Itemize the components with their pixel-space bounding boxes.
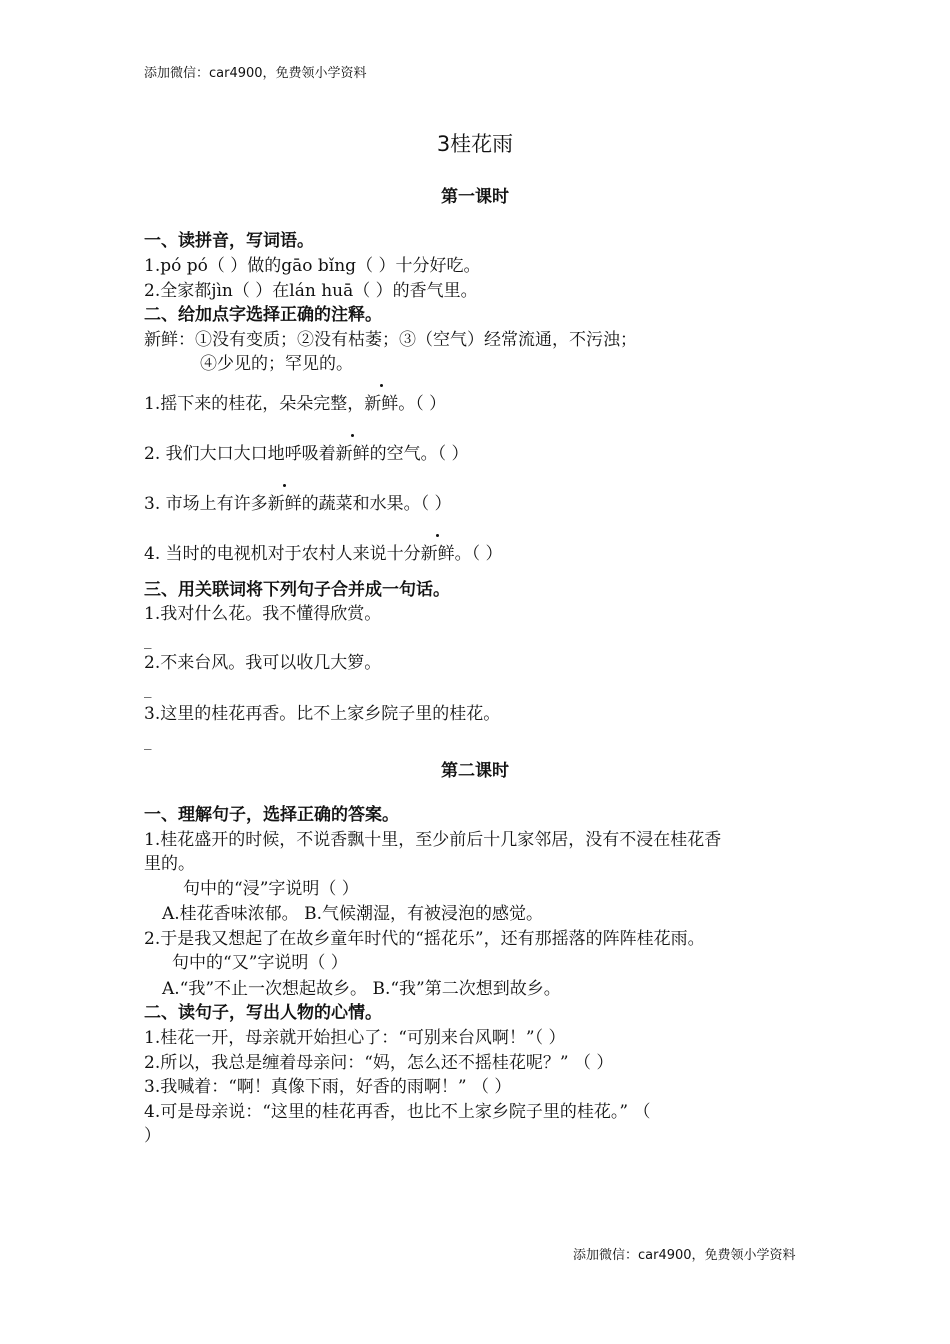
- lesson1-sec3-q2: 2.不来台风。我可以收几大箩。: [144, 653, 382, 673]
- q3-text-before: 3. 市场上有许多: [144, 494, 268, 514]
- lesson2-sec1-q1d: A.桂花香味浓郁。 B.气候潮湿，有被浸泡的感觉。: [162, 904, 543, 924]
- lesson1-sec2-q1: [144, 393, 446, 415]
- q1-text-before: 1.摇下来的桂花，朵朵完整，: [144, 394, 365, 414]
- lesson1-sec2-defs2: ④少见的；罕见的。: [200, 354, 353, 374]
- lesson2-sec1-q1c: 句中的“浸”字说明（ ）: [183, 879, 359, 899]
- lesson1-sec1-q2: 2.全家都jìn（ ）在lán huā（ ）的香气里。: [144, 281, 478, 301]
- lesson2-sec2-q3: 3.我喊着：“啊！真像下雨，好香的雨啊！” （ ）: [144, 1077, 512, 1097]
- q4-dotted-word: 新鲜: [420, 544, 455, 564]
- lesson2-sec1-q2a: 2.于是我又想起了在故乡童年时代的“摇花乐”，还有那摇落的阵阵桂花雨。: [144, 929, 705, 949]
- lesson1-sec3-heading: 三、用关联词将下列句子合并成一句话。: [144, 580, 450, 600]
- lesson2-sec1-heading: 一、理解句子，选择正确的答案。: [144, 805, 399, 825]
- lesson2-sec2-q1: 1.桂花一开，母亲就开始担心了：“可别来台风啊！”（ ）: [144, 1028, 566, 1048]
- q1-dotted-word: 新鲜: [364, 394, 399, 414]
- footer-watermark: 添加微信：car4900，免费领小学资料: [573, 1248, 796, 1263]
- answer-blank-3: _: [144, 732, 152, 750]
- lesson1-heading: 第一课时: [441, 187, 509, 207]
- q4-text-after: 。（ ）: [454, 544, 503, 564]
- lesson2-sec1-q1b: 里的。: [144, 854, 195, 874]
- lesson1-sec2-defs1: 新鲜：①没有变质；②没有枯萎；③（空气）经常流通，不污浊；: [144, 330, 637, 350]
- q3-dotted-word: 新鲜: [267, 494, 302, 514]
- lesson2-sec2-q2: 2.所以，我总是缠着母亲问：“妈，怎么还不摇桂花呢？” （ ）: [144, 1053, 614, 1073]
- page-title: 3桂花雨: [436, 132, 514, 156]
- header-watermark: 添加微信：car4900，免费领小学资料: [144, 66, 367, 81]
- q1-text-after: 。（ ）: [398, 394, 447, 414]
- answer-blank-2: _: [144, 680, 152, 698]
- lesson2-sec1-q1a: 1.桂花盛开的时候，不说香飘十里，至少前后十几家邻居，没有不浸在桂花香: [144, 830, 722, 850]
- lesson1-sec3-q1: 1.我对什么花。我不懂得欣赏。: [144, 604, 382, 624]
- lesson1-sec3-q3: 3.这里的桂花再香。比不上家乡院子里的桂花。: [144, 704, 501, 724]
- q4-text-before: 4. 当时的电视机对于农村人来说十分: [144, 544, 421, 564]
- lesson1-sec2-q2: [144, 443, 469, 465]
- lesson2-sec2-q4a: 4.可是母亲说：“这里的桂花再香，也比不上家乡院子里的桂花。” （: [144, 1102, 651, 1122]
- lesson2-sec2-q4b: ）: [144, 1126, 161, 1146]
- lesson1-sec1-q1: 1.pó pó（ ）做的gāo bǐng（ ）十分好吃。: [144, 256, 481, 276]
- lesson1-sec2-q3: [144, 493, 452, 515]
- q3-text-after: 的蔬菜和水果。（ ）: [301, 494, 452, 514]
- answer-blank-1: _: [144, 631, 152, 649]
- lesson1-sec2-heading: 二、给加点字选择正确的注释。: [144, 305, 382, 325]
- lesson2-sec1-q2b: 句中的“又”字说明（ ）: [172, 953, 348, 973]
- lesson1-sec2-q4: [144, 543, 503, 565]
- q2-text-after: 的空气。（ ）: [369, 444, 469, 464]
- q2-dotted-word: 新鲜: [335, 444, 370, 464]
- lesson1-sec1-heading: 一、读拼音，写词语。: [144, 231, 314, 251]
- lesson2-sec1-q2c: A.“我”不止一次想起故乡。 B.“我”第二次想到故乡。: [162, 979, 561, 999]
- lesson2-sec2-heading: 二、读句子，写出人物的心情。: [144, 1003, 382, 1023]
- lesson2-heading: 第二课时: [441, 761, 509, 781]
- q2-text-before: 2. 我们大口大口地呼吸着: [144, 444, 336, 464]
